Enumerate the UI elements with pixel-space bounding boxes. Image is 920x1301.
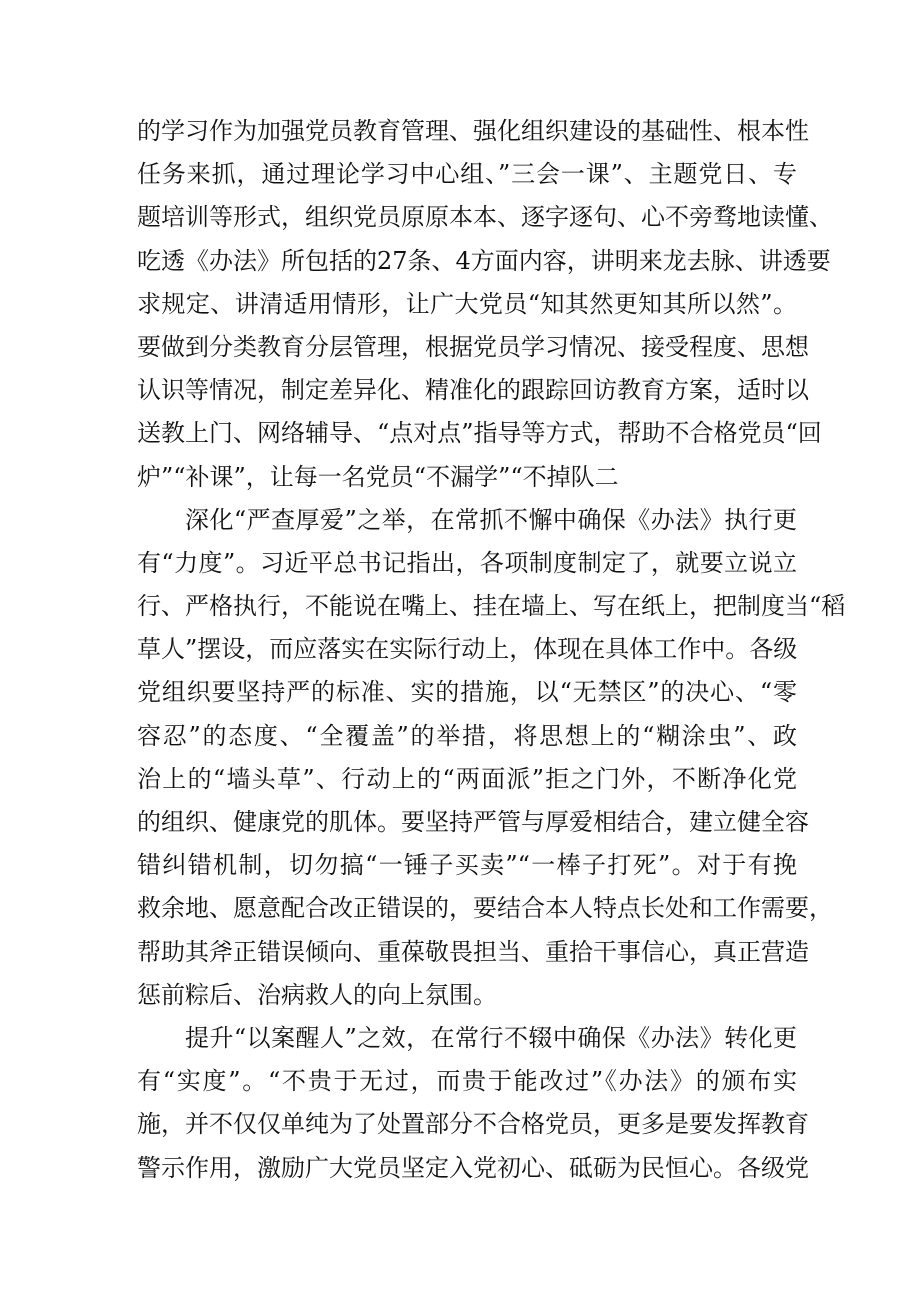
- text-line: 的学习作为加强党员教育管理、强化组织建设的基础性、根本性: [137, 117, 809, 145]
- text-line: 警示作用，激励广大党员坚定入党初心、砥砺为民恒心。各级党: [137, 1153, 809, 1182]
- paragraph-first-line: 深化“严查厚爱”之举，在常抓不懈中确保《办法》执行更: [185, 505, 797, 534]
- text-line: 错纠错机制，切勿搞“一锤子买卖”“一棒子打死”。对于有挽: [137, 851, 797, 880]
- text-line: 容忍”的态度、“全覆盖”的举措，将思想上的“糊涂虫”、政: [137, 721, 797, 750]
- text-line: 党组织要坚持严的标准、实的措施，以“无禁区”的决心、“零: [137, 678, 797, 707]
- text-line: 任务来抓，通过理论学习中心组、”三会一课”、主题党日、专: [137, 160, 797, 189]
- text-line: 要做到分类教育分层管理，根据党员学习情况、接受程度、思想: [137, 332, 809, 361]
- text-line: 治上的“墙头草”、行动上的“两面派”拒之门外，不断净化党: [137, 764, 797, 793]
- text-line: 送教上门、网络辅导、“点对点”指导等方式，帮助不合格党员“回: [137, 419, 822, 448]
- text-line: 施，并不仅仅单纯为了处置部分不合格党员，更多是要发挥教育: [137, 1110, 809, 1139]
- text-line: 求规定、讲清适用情形，让广大党员“知其然更知其所以然”。: [137, 289, 797, 318]
- text-line: 题培训等形式，组织党员原原本本、逐字逐句、心不旁骛地读懂、: [137, 203, 833, 232]
- text-line: 认识等情况，制定差异化、精准化的跟踪回访教育方案，适时以: [137, 376, 809, 405]
- text-line: 惩前粽后、治病救人的向上氛围。: [137, 980, 497, 1009]
- paragraph-first-line: 提升“以案醒人”之效，在常行不辍中确保《办法》转化更: [185, 1023, 797, 1052]
- text-line: 有“实度”。“不贵于无过，而贵于能改过”《办法》的颁布实: [137, 1067, 797, 1096]
- text-line: 草人”摆设，而应落实在实际行动上，体现在具体工作中。各级: [137, 635, 798, 664]
- text-line: 的组织、健康党的肌体。要坚持严管与厚爱相结合，建立健全容: [137, 808, 809, 836]
- text-line: 有“力度”。习近平总书记指出，各项制度制定了，就要立说立: [137, 548, 797, 577]
- text-line: 救余地、愿意配合改正错误的，要结合本人特点长处和工作需要，: [137, 894, 833, 923]
- text-line: 行、严格执行，不能说在嘴上、挂在墙上、写在纸上，把制度当“稻: [137, 592, 846, 621]
- document-body: [137, 110, 846, 1190]
- text-line: 帮助其斧正错误倾向、重葆敬畏担当、重拾干事信心，真正营造: [137, 937, 809, 966]
- text-line: 吃透《办法》所包括的27条、4方面内容，讲明来龙去脉、讲透要: [137, 246, 831, 275]
- text-line: 炉”“补课”，让每一名党员“不漏学”“不掉队二: [137, 462, 619, 491]
